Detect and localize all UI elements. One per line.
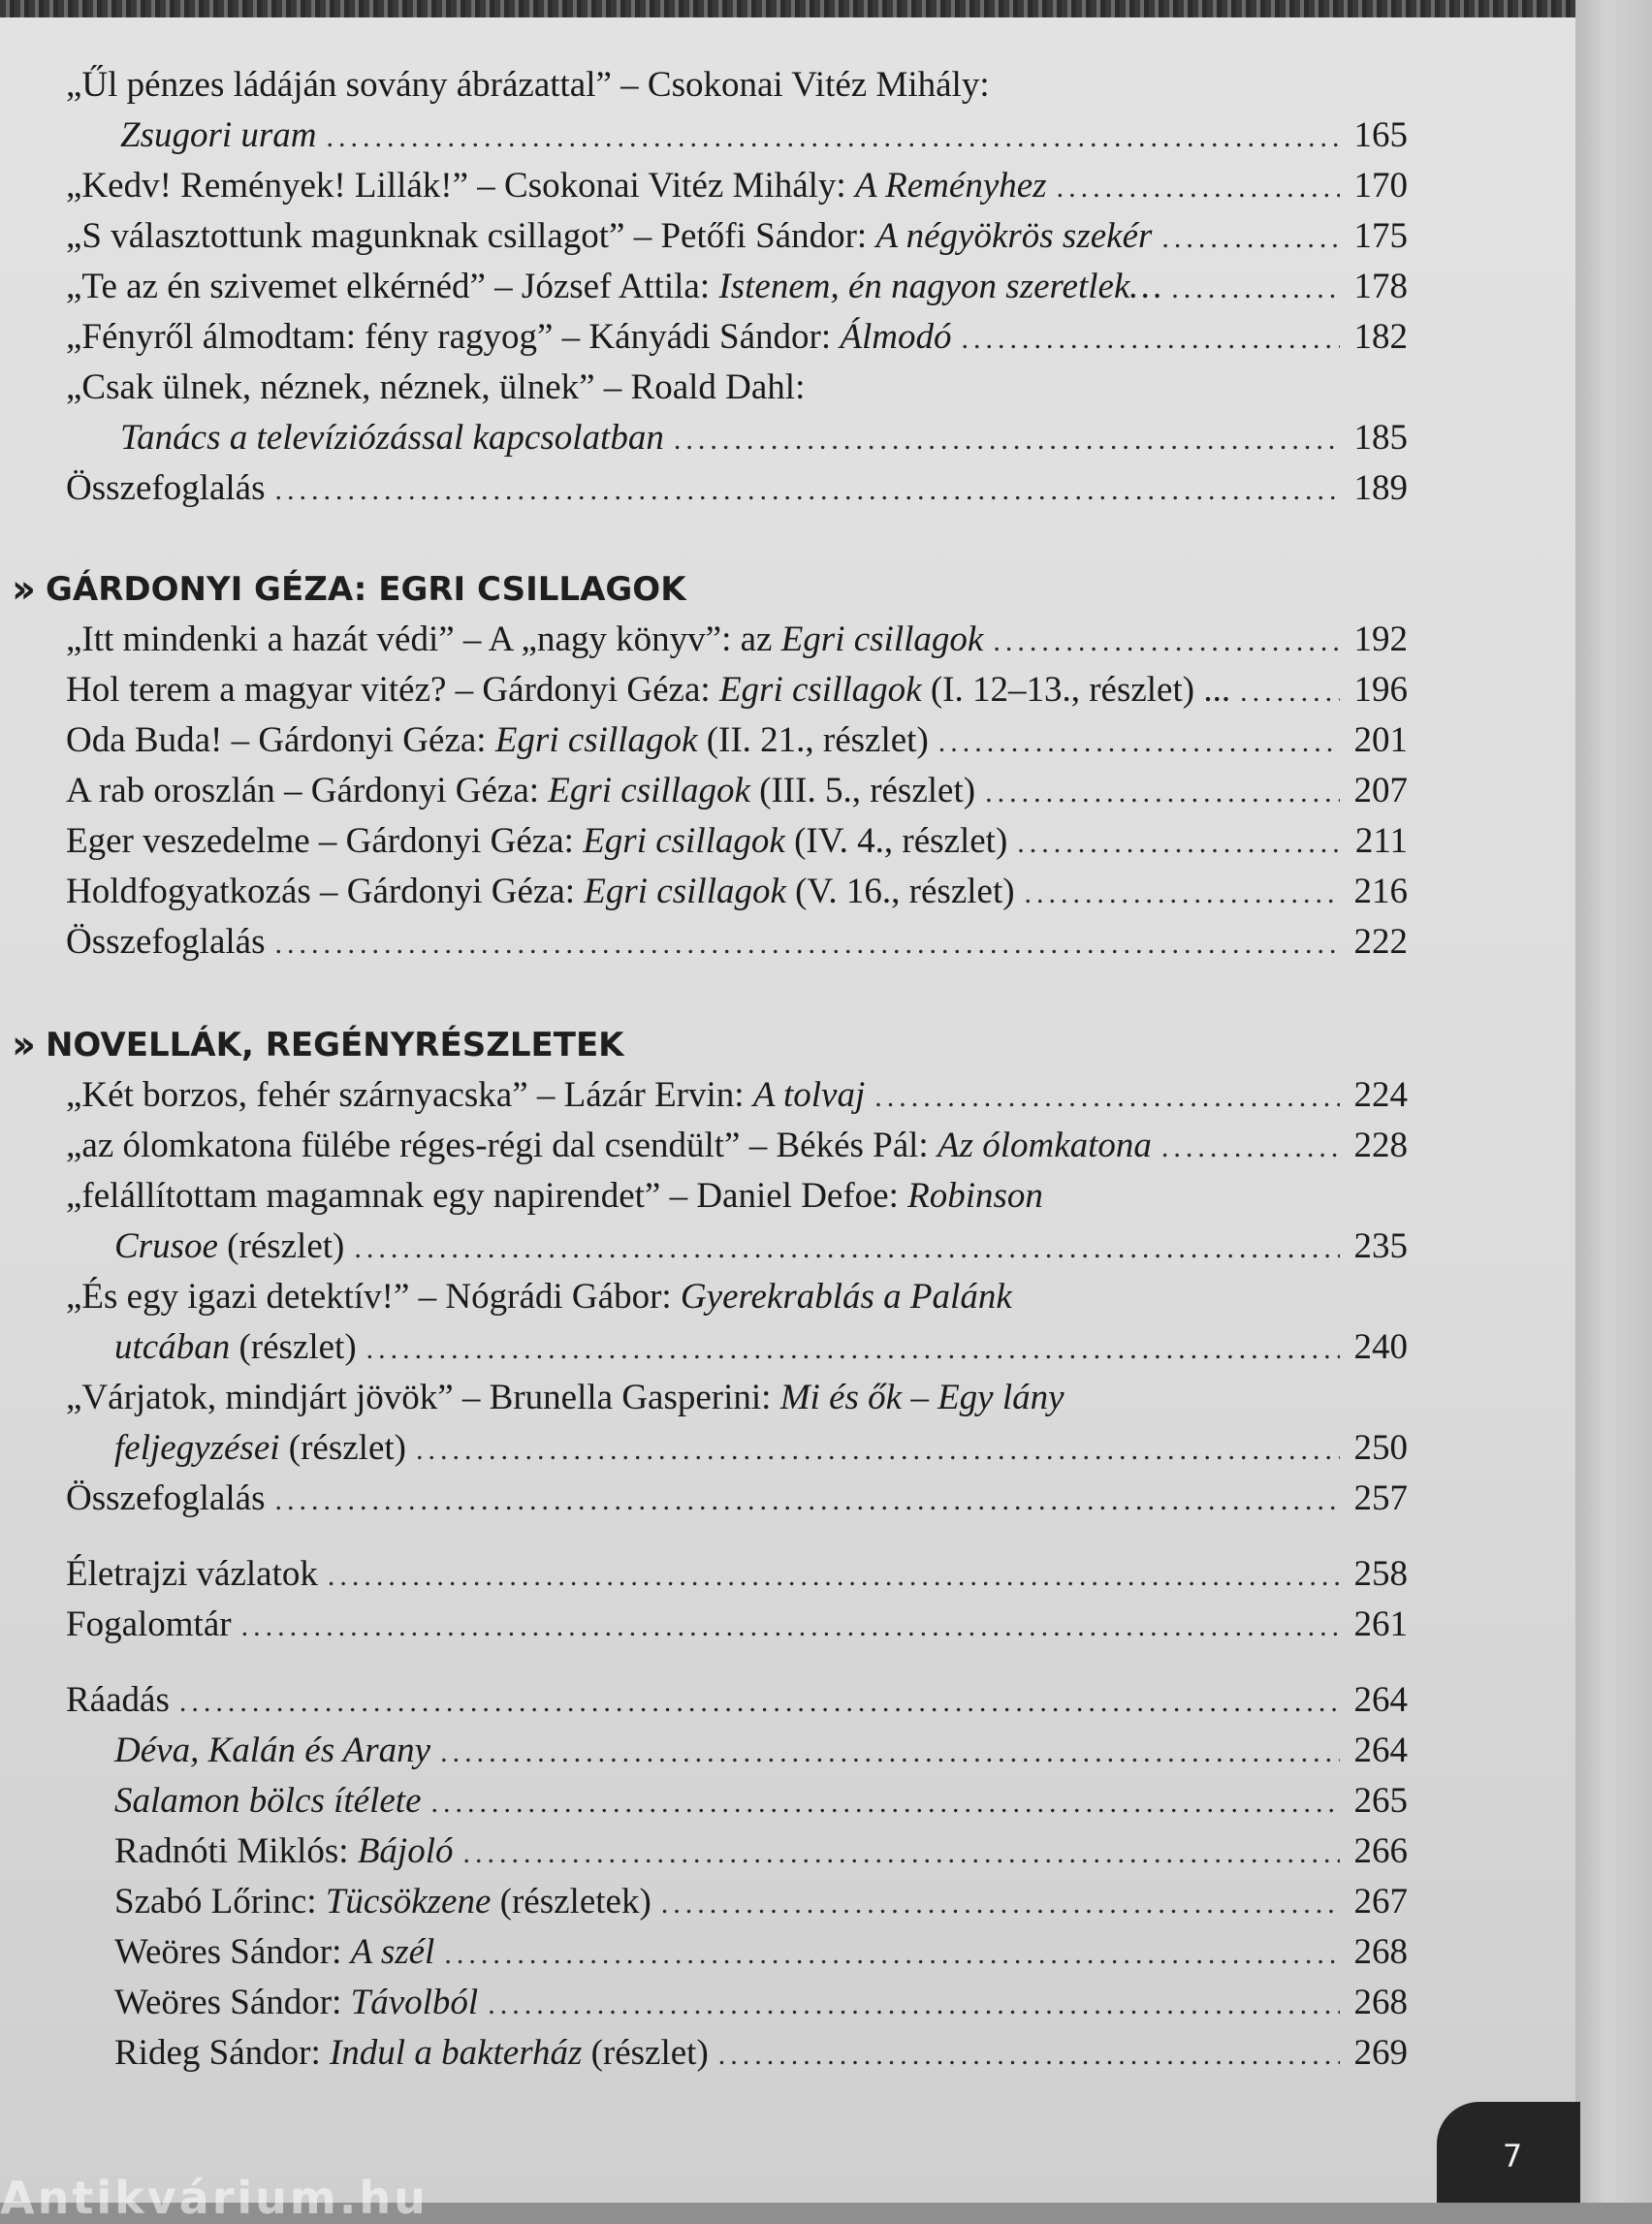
entry-text: Ráadás bbox=[66, 1680, 170, 1720]
toc-entry-title bbox=[66, 1272, 1012, 1322]
entry-text: „S választottunk magunknak csillagot” – Petőfi Sándor: bbox=[66, 216, 876, 256]
entry-text: Rideg Sándor: bbox=[114, 2033, 330, 2073]
toc-entry bbox=[66, 665, 1408, 715]
toc-entry-title bbox=[66, 615, 983, 665]
work-title: Robinson bbox=[907, 1176, 1043, 1216]
toc-entry bbox=[120, 111, 1408, 161]
entry-text: Életrajzi vázlatok bbox=[66, 1554, 318, 1594]
toc-entry-title bbox=[66, 1474, 266, 1524]
entry-text: (részlet) bbox=[582, 2033, 709, 2073]
toc-entry-title bbox=[66, 1171, 1043, 1222]
page-ref: 264 bbox=[1353, 1731, 1408, 1770]
toc-entry-title bbox=[114, 1726, 430, 1776]
entry-text: Összefoglalás bbox=[66, 468, 266, 508]
entry-text: (IV. 4., részlet) bbox=[784, 821, 1008, 861]
toc-entry bbox=[66, 715, 1408, 766]
page-ref: 228 bbox=[1353, 1126, 1408, 1165]
toc-entry bbox=[66, 1474, 1408, 1524]
entry-text: (részlet) bbox=[217, 1226, 345, 1266]
dot-leader bbox=[179, 1677, 1340, 1728]
work-title: A Reményhez bbox=[854, 166, 1047, 206]
toc-entry-title bbox=[114, 1222, 344, 1272]
dot-leader bbox=[366, 1324, 1340, 1375]
dot-leader bbox=[440, 1728, 1340, 1778]
toc-entry-title bbox=[114, 1877, 651, 1927]
entry-text: (V. 16., részlet) bbox=[785, 872, 1015, 911]
toc-entry-title bbox=[114, 1978, 478, 2028]
toc-entry-title bbox=[66, 816, 1007, 867]
page-ref: 267 bbox=[1353, 1882, 1408, 1922]
double-chevron-icon: ›› bbox=[12, 567, 28, 612]
dot-leader bbox=[488, 1980, 1340, 2030]
work-title: feljegyzései bbox=[114, 1428, 280, 1468]
dot-leader bbox=[275, 919, 1341, 969]
toc-entry-title bbox=[114, 2028, 709, 2079]
page-ref: 268 bbox=[1353, 1983, 1408, 2022]
entry-text: Radnóti Miklós: bbox=[114, 1831, 358, 1871]
toc-entry-title bbox=[120, 111, 317, 161]
page-ref: 165 bbox=[1353, 115, 1408, 155]
entry-text: Weöres Sándor: bbox=[114, 1932, 351, 1972]
toc-entry-title bbox=[66, 1070, 865, 1121]
dot-leader bbox=[328, 1551, 1340, 1602]
work-title: Egri csillagok bbox=[494, 720, 698, 760]
page-ref: 258 bbox=[1353, 1554, 1408, 1594]
page-ref: 269 bbox=[1353, 2033, 1408, 2073]
work-title: Tanács a televíziózással kapcsolatban bbox=[120, 418, 664, 458]
work-title: Mi és ők – Egy lány bbox=[779, 1378, 1064, 1417]
toc-entry bbox=[66, 917, 1408, 968]
page-ref: 216 bbox=[1353, 872, 1408, 911]
page-ref: 201 bbox=[1353, 720, 1408, 760]
toc-entry bbox=[114, 1322, 1408, 1373]
toc-entry bbox=[66, 1070, 1408, 1121]
entry-text: „Fényről álmodtam: fény ragyog” – Kányádi Sándor: bbox=[66, 317, 841, 357]
page-ref: 175 bbox=[1353, 216, 1408, 256]
toc-entry bbox=[66, 463, 1408, 514]
entry-text: „Várjatok, mindjárt jövök” – Brunella Gasperini: bbox=[66, 1378, 780, 1417]
toc-entry bbox=[66, 1121, 1408, 1171]
work-title: Salamon bölcs ítélete bbox=[114, 1781, 422, 1821]
toc-entry-title bbox=[66, 766, 975, 816]
toc-entry-title bbox=[66, 1675, 170, 1726]
work-title: Bájoló bbox=[357, 1831, 454, 1871]
page-ref: 222 bbox=[1353, 922, 1408, 962]
toc-entry-title bbox=[66, 867, 1015, 917]
page-ref: 268 bbox=[1353, 1932, 1408, 1972]
page-ref: 211 bbox=[1354, 821, 1408, 861]
page-ref: 264 bbox=[1353, 1680, 1408, 1720]
toc-entry bbox=[66, 312, 1408, 363]
page-ref: 250 bbox=[1353, 1428, 1408, 1468]
toc-entry-title bbox=[114, 1322, 357, 1373]
page-ref: 261 bbox=[1353, 1604, 1408, 1644]
toc-entry bbox=[66, 867, 1408, 917]
page-ref: 170 bbox=[1353, 166, 1408, 206]
work-title: A szél bbox=[350, 1932, 435, 1972]
page-number: 7 bbox=[1502, 2138, 1523, 2175]
entry-text: Weöres Sándor: bbox=[114, 1983, 351, 2022]
work-title: Egri csillagok bbox=[780, 620, 984, 659]
toc-entry-title bbox=[66, 161, 1047, 211]
entry-text: „Kedv! Remények! Lillák!” – Csokonai Vitéz Mihály: bbox=[66, 166, 855, 206]
toc-entry-title bbox=[114, 1776, 422, 1827]
work-title: Zsugori uram bbox=[120, 115, 317, 155]
entry-text: Hol terem a magyar vitéz? – Gárdonyi Géza: bbox=[66, 670, 719, 710]
dot-leader bbox=[462, 1828, 1340, 1879]
toc-entry-title bbox=[66, 1549, 318, 1600]
dot-leader bbox=[985, 768, 1340, 818]
work-title: Távolból bbox=[350, 1983, 479, 2022]
background-surface bbox=[1575, 0, 1652, 2203]
toc-entry bbox=[66, 1675, 1408, 1726]
page-ref: 196 bbox=[1353, 670, 1408, 710]
dot-leader bbox=[444, 1929, 1340, 1980]
page-ref: 224 bbox=[1353, 1075, 1408, 1115]
toc-entry bbox=[66, 1373, 1408, 1423]
toc-entry bbox=[114, 1927, 1408, 1978]
toc-entry-title bbox=[66, 1121, 1152, 1171]
entry-text: A rab oroszlán – Gárdonyi Géza: bbox=[66, 771, 549, 810]
toc-entry bbox=[114, 1222, 1408, 1272]
work-title: Gyerekrablás a Palánk bbox=[680, 1277, 1012, 1317]
toc-entry-title bbox=[66, 1373, 1064, 1423]
toc-entry bbox=[66, 363, 1408, 413]
entry-text: Összefoglalás bbox=[66, 922, 266, 962]
page-ref: 189 bbox=[1353, 468, 1408, 508]
page-ref: 235 bbox=[1353, 1226, 1408, 1266]
entry-text: „Űl pénzes ládáján sovány ábrázattal” – Csokonai Vitéz Mihály: bbox=[66, 65, 990, 105]
entry-text: (II. 21., részlet) bbox=[697, 720, 929, 760]
dot-leader bbox=[674, 415, 1340, 465]
work-title: Crusoe bbox=[114, 1226, 218, 1266]
toc-entry bbox=[66, 1171, 1408, 1222]
section-heading-novellak bbox=[12, 1020, 624, 1070]
page-ref: 178 bbox=[1353, 267, 1408, 306]
toc-entry bbox=[66, 60, 1408, 111]
entry-text: Szabó Lőrinc: bbox=[114, 1882, 326, 1922]
toc-entry bbox=[66, 161, 1408, 211]
toc-entry bbox=[114, 1978, 1408, 2028]
dot-leader bbox=[1161, 1123, 1340, 1173]
page-ref: 182 bbox=[1353, 317, 1408, 357]
toc-entry bbox=[66, 211, 1408, 262]
dot-leader bbox=[241, 1602, 1340, 1652]
entry-text: „felállítottam magamnak egy napirendet” – Daniel Defoe: bbox=[66, 1176, 908, 1216]
work-title: Istenem, én nagyon szeretlek… bbox=[718, 267, 1162, 306]
toc-entry bbox=[66, 1549, 1408, 1600]
dot-leader bbox=[416, 1425, 1340, 1476]
toc-entry-title bbox=[66, 312, 951, 363]
toc-entry bbox=[66, 262, 1408, 312]
toc-entry-title bbox=[66, 665, 1230, 715]
dot-leader bbox=[431, 1778, 1341, 1828]
entry-text: (részletek) bbox=[491, 1882, 651, 1922]
work-title: Egri csillagok bbox=[718, 670, 922, 710]
toc-entry-title bbox=[66, 60, 990, 111]
work-title: Indul a bakterház bbox=[329, 2033, 583, 2073]
dot-leader bbox=[718, 2030, 1340, 2081]
dot-leader bbox=[1161, 213, 1340, 264]
entry-text: Holdfogyatkozás – Gárdonyi Géza: bbox=[66, 872, 585, 911]
dot-leader bbox=[961, 314, 1340, 365]
toc-entry bbox=[114, 1827, 1408, 1877]
section-heading-egri bbox=[12, 564, 686, 615]
toc-entry-title bbox=[114, 1827, 453, 1877]
toc-entry-title bbox=[66, 211, 1152, 262]
entry-text: Fogalomtár bbox=[66, 1604, 232, 1644]
section-title: NOVELLÁK, REGÉNYRÉSZLETEK bbox=[45, 1026, 624, 1064]
dot-leader bbox=[993, 617, 1340, 667]
entry-text: Oda Buda! – Gárdonyi Géza: bbox=[66, 720, 495, 760]
toc-entry-title bbox=[120, 413, 664, 463]
page-ref: 265 bbox=[1353, 1781, 1408, 1821]
entry-text: (részlet) bbox=[279, 1428, 406, 1468]
work-title: Déva, Kalán és Arany bbox=[114, 1731, 431, 1770]
toc-entry-title bbox=[66, 917, 266, 968]
toc-entry bbox=[114, 2028, 1408, 2079]
dot-leader bbox=[1240, 667, 1340, 717]
dot-leader bbox=[1057, 163, 1340, 213]
toc-entry-title bbox=[66, 363, 805, 413]
work-title: Egri csillagok bbox=[584, 872, 786, 911]
dot-leader bbox=[1017, 818, 1340, 869]
work-title: A tolvaj bbox=[752, 1075, 866, 1115]
entry-text: Összefoglalás bbox=[66, 1478, 266, 1518]
entry-text: „az ólomkatona fülébe réges-régi dal csendült” – Békés Pál: bbox=[66, 1126, 937, 1165]
section-title: GÁRDONYI GÉZA: EGRI CSILLAGOK bbox=[45, 570, 686, 609]
toc-entry bbox=[66, 766, 1408, 816]
dot-leader bbox=[354, 1223, 1340, 1274]
dot-leader bbox=[938, 717, 1340, 768]
toc-entry-title bbox=[66, 262, 1161, 312]
toc-entry-title bbox=[114, 1927, 434, 1978]
work-title: Álmodó bbox=[840, 317, 952, 357]
entry-text: „Itt mindenki a hazát védi” – A „nagy könyv”: az bbox=[66, 620, 781, 659]
work-title: Egri csillagok bbox=[548, 771, 750, 810]
page-ref: 266 bbox=[1353, 1831, 1408, 1871]
dot-leader bbox=[275, 1476, 1341, 1526]
toc-entry-title bbox=[66, 1600, 232, 1650]
double-chevron-icon: ›› bbox=[12, 1023, 28, 1067]
toc-entry bbox=[66, 1600, 1408, 1650]
work-title: utcában bbox=[114, 1327, 231, 1367]
page-ref: 240 bbox=[1353, 1327, 1408, 1367]
toc-entry bbox=[66, 816, 1408, 867]
page-ref: 257 bbox=[1353, 1478, 1408, 1518]
entry-text: „És egy igazi detektív!” – Nógrádi Gábor: bbox=[66, 1277, 681, 1317]
toc-entry bbox=[114, 1726, 1408, 1776]
entry-text: „Két borzos, fehér szárnyacska” – Lázár Ervin: bbox=[66, 1075, 753, 1115]
page-ref: 207 bbox=[1353, 771, 1408, 810]
page-ref: 185 bbox=[1353, 418, 1408, 458]
entry-text: (részlet) bbox=[230, 1327, 357, 1367]
watermark: Antikvárium.hu bbox=[0, 2172, 429, 2224]
toc-entry bbox=[66, 615, 1408, 665]
toc-entry bbox=[66, 1272, 1408, 1322]
toc-entry bbox=[114, 1423, 1408, 1474]
work-title: A négyökrös szekér bbox=[875, 216, 1153, 256]
toc-entry-title bbox=[114, 1423, 406, 1474]
dot-leader bbox=[874, 1072, 1340, 1123]
work-title: Egri csillagok bbox=[583, 821, 785, 861]
dot-leader bbox=[1171, 264, 1340, 314]
entry-text: (I. 12–13., részlet) ... bbox=[921, 670, 1231, 710]
dot-leader bbox=[327, 112, 1340, 163]
dot-leader bbox=[1025, 869, 1340, 919]
dot-leader bbox=[661, 1879, 1340, 1929]
toc-entry-title bbox=[66, 715, 929, 766]
toc-entry bbox=[114, 1877, 1408, 1927]
entry-text: (III. 5., részlet) bbox=[749, 771, 976, 810]
work-title: Tücsökzene bbox=[325, 1882, 492, 1922]
work-title: Az ólomkatona bbox=[937, 1126, 1152, 1165]
page-ref: 192 bbox=[1353, 620, 1408, 659]
toc-entry bbox=[120, 413, 1408, 463]
dot-leader bbox=[275, 465, 1341, 516]
entry-text: Eger veszedelme – Gárdonyi Géza: bbox=[66, 821, 584, 861]
entry-text: „Csak ülnek, néznek, néznek, ülnek” – Roald Dahl: bbox=[66, 367, 806, 407]
toc-entry-title bbox=[66, 463, 266, 514]
toc-entry bbox=[114, 1776, 1408, 1827]
entry-text: „Te az én szivemet elkérnéd” – József Attila: bbox=[66, 267, 719, 306]
